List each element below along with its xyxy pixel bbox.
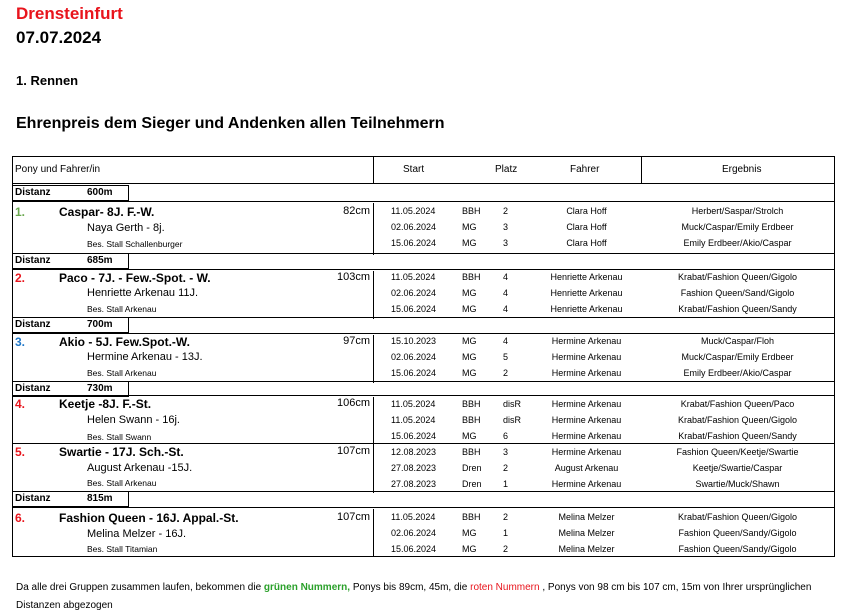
result-date: 27.08.2023 — [391, 479, 437, 489]
result-place: 4 — [503, 336, 509, 346]
distance-box — [12, 185, 129, 201]
result-venue: BBH — [462, 415, 481, 425]
result-driver: August Arkenau — [554, 463, 619, 473]
result-venue: Dren — [462, 479, 482, 489]
result-podium: Keetje/Swartie/Caspar — [692, 463, 783, 473]
result-venue: BBH — [462, 206, 481, 216]
pony-name: Akio - 5J. Few.Spot.-W. — [59, 335, 190, 349]
column-divider — [641, 157, 642, 183]
result-driver: Hermine Arkenau — [551, 431, 622, 441]
row-divider — [13, 443, 834, 444]
result-place: 3 — [503, 238, 509, 248]
row-divider — [13, 491, 834, 492]
result-date: 11.05.2024 — [391, 415, 436, 425]
row-divider — [13, 507, 834, 508]
footnote-text: , Ponys von 98 cm bis 107 cm, 15m von Ihrer ursprünglichen Distanzen abgezogen — [16, 582, 812, 611]
pony-name: Fashion Queen - 16J. Appal.-St. — [59, 511, 239, 525]
result-podium: Krabat/Fashion Queen/Gigolo — [677, 415, 798, 425]
result-date: 12.08.2023 — [391, 447, 437, 457]
result-driver: Clara Hoff — [566, 222, 607, 232]
result-place: 4 — [503, 304, 509, 314]
pony-name: Keetje -8J. F.-St. — [59, 397, 152, 411]
row-divider — [13, 201, 834, 202]
results-table — [12, 156, 835, 557]
result-place: 2 — [503, 512, 509, 522]
result-podium: Krabat/Fashion Queen/Gigolo — [677, 512, 798, 522]
row-divider — [13, 253, 834, 254]
result-podium: Muck/Caspar/Emily Erdbeer — [681, 352, 794, 362]
footnote — [16, 579, 836, 615]
driver-name: August Arkenau -15J. — [87, 462, 193, 474]
result-driver: Henriette Arkenau — [550, 272, 623, 282]
result-place: 1 — [503, 479, 509, 489]
result-driver: Henriette Arkenau — [550, 304, 623, 314]
distance-value: 600m — [87, 187, 113, 198]
result-place: 4 — [503, 288, 509, 298]
result-date: 15.06.2024 — [391, 368, 437, 378]
result-venue: BBH — [462, 399, 481, 409]
result-driver: Melina Melzer — [558, 544, 615, 554]
city-title: Drensteinfurt — [16, 4, 123, 23]
distance-box — [12, 317, 129, 333]
driver-name: Naya Gerth - 8j. — [87, 222, 165, 234]
result-driver: Hermine Arkenau — [551, 479, 622, 489]
row-divider — [13, 381, 834, 382]
owner-name: Bes. Stall Titamian — [87, 544, 158, 554]
result-place: 1 — [503, 528, 509, 538]
race-name: 1. Rennen — [16, 73, 79, 88]
result-date: 11.05.2024 — [391, 206, 436, 216]
result-driver: Hermine Arkenau — [551, 447, 622, 457]
result-podium: Muck/Caspar/Emily Erdbeer — [681, 222, 794, 232]
result-date: 02.06.2024 — [391, 288, 437, 298]
result-venue: BBH — [462, 272, 481, 282]
col-header-fahrer: Fahrer — [570, 164, 600, 175]
pony-name: Swartie - 17J. Sch.-St. — [59, 445, 184, 459]
result-driver: Hermine Arkenau — [551, 352, 622, 362]
result-venue: MG — [462, 222, 477, 232]
column-divider — [373, 271, 374, 319]
pony-name: Caspar- 8J. F.-W. — [59, 205, 155, 219]
result-place: disR — [503, 399, 522, 409]
result-place: disR — [503, 415, 522, 425]
result-venue: BBH — [462, 447, 481, 457]
distance-label: Distanz — [15, 319, 51, 330]
result-place: 5 — [503, 352, 509, 362]
row-divider — [13, 269, 834, 270]
result-date: 11.05.2024 — [391, 272, 436, 282]
start-number: 5. — [15, 445, 26, 459]
result-venue: Dren — [462, 463, 482, 473]
result-place: 2 — [503, 368, 509, 378]
driver-name: Hermine Arkenau - 13J. — [87, 351, 203, 363]
result-venue: MG — [462, 238, 477, 248]
result-podium: Muck/Caspar/Floh — [700, 336, 775, 346]
result-podium: Fashion Queen/Sandy/Gigolo — [678, 544, 797, 554]
result-driver: Henriette Arkenau — [550, 288, 623, 298]
result-venue: MG — [462, 288, 477, 298]
pony-height: 107cm — [336, 511, 370, 523]
result-date: 15.06.2024 — [391, 304, 437, 314]
result-podium: Krabat/Fashion Queen/Gigolo — [677, 272, 798, 282]
column-divider — [373, 509, 374, 557]
result-driver: Hermine Arkenau — [551, 399, 622, 409]
distance-value: 685m — [87, 255, 113, 266]
result-date: 15.06.2024 — [391, 431, 437, 441]
distance-label: Distanz — [15, 255, 51, 266]
result-place: 2 — [503, 463, 509, 473]
owner-name: Bes. Stall Swann — [87, 432, 152, 442]
result-driver: Clara Hoff — [566, 206, 607, 216]
result-podium: Emily Erdbeer/Akio/Caspar — [683, 368, 792, 378]
result-driver: Melina Melzer — [558, 512, 615, 522]
owner-name: Bes. Stall Schallenburger — [87, 239, 183, 249]
result-venue: MG — [462, 336, 477, 346]
prize-heading: Ehrenpreis dem Sieger und Andenken allen Teilnehmern — [16, 115, 445, 132]
distance-value: 700m — [87, 319, 113, 330]
result-venue: MG — [462, 368, 477, 378]
row-divider — [13, 333, 834, 334]
result-driver: Hermine Arkenau — [551, 368, 622, 378]
col-header-pony: Pony und Fahrer/in — [15, 164, 101, 175]
result-podium: Herbert/Saspar/Strolch — [691, 206, 784, 216]
result-place: 3 — [503, 447, 509, 457]
result-date: 27.08.2023 — [391, 463, 437, 473]
distance-label: Distanz — [15, 383, 51, 394]
result-driver: Clara Hoff — [566, 238, 607, 248]
start-number: 4. — [15, 397, 26, 411]
distance-label: Distanz — [15, 493, 51, 504]
result-venue: BBH — [462, 512, 481, 522]
row-divider — [13, 395, 834, 396]
result-driver: Melina Melzer — [558, 528, 615, 538]
result-place: 4 — [503, 272, 509, 282]
owner-name: Bes. Stall Arkenau — [87, 478, 157, 488]
result-date: 02.06.2024 — [391, 222, 437, 232]
driver-name: Helen Swann - 16j. — [87, 414, 180, 426]
pony-height: 106cm — [336, 397, 370, 409]
distance-value: 815m — [87, 493, 113, 504]
driver-name: Melina Melzer - 16J. — [87, 528, 187, 540]
result-venue: MG — [462, 431, 477, 441]
result-driver: Hermine Arkenau — [551, 415, 622, 425]
column-divider — [373, 397, 374, 493]
result-podium: Krabat/Fashion Queen/Sandy — [678, 304, 797, 314]
result-venue: MG — [462, 352, 477, 362]
result-podium: Fashion Queen/Sand/Gigolo — [680, 288, 795, 298]
column-divider — [373, 157, 374, 183]
result-place: 2 — [503, 206, 509, 216]
distance-value: 730m — [87, 383, 113, 394]
result-podium: Swartie/Muck/Shawn — [695, 479, 780, 489]
distance-box — [12, 491, 129, 507]
pony-height: 107cm — [336, 445, 370, 457]
pony-height: 82cm — [343, 205, 370, 217]
pony-height: 103cm — [336, 271, 370, 283]
result-venue: MG — [462, 304, 477, 314]
footnote-green-numbers: grünen Nummern, — [263, 582, 351, 593]
driver-name: Henriette Arkenau 11J. — [87, 287, 199, 299]
result-date: 11.05.2024 — [391, 512, 436, 522]
result-date: 15.10.2023 — [391, 336, 437, 346]
footnote-text: Ponys bis 89cm, 45m, die — [350, 582, 471, 593]
distance-box — [12, 253, 129, 269]
result-podium: Krabat/Fashion Queen/Paco — [680, 399, 795, 409]
result-driver: Hermine Arkenau — [551, 336, 622, 346]
row-divider — [13, 183, 834, 184]
owner-name: Bes. Stall Arkenau — [87, 368, 157, 378]
result-place: 3 — [503, 222, 509, 232]
result-podium: Krabat/Fashion Queen/Sandy — [678, 431, 797, 441]
start-number: 3. — [15, 335, 26, 349]
result-date: 11.05.2024 — [391, 399, 436, 409]
result-podium: Emily Erdbeer/Akio/Caspar — [683, 238, 792, 248]
column-divider — [373, 203, 374, 255]
result-date: 02.06.2024 — [391, 352, 437, 362]
result-podium: Fashion Queen/Sandy/Gigolo — [678, 528, 797, 538]
result-date: 02.06.2024 — [391, 528, 437, 538]
row-divider — [13, 317, 834, 318]
pony-height: 97cm — [343, 335, 370, 347]
col-header-platz: Platz — [495, 164, 518, 175]
footnote-text: Da alle drei Gruppen zusammen laufen, bekommen die — [16, 582, 264, 593]
column-divider — [373, 335, 374, 383]
result-date: 15.06.2024 — [391, 544, 437, 554]
start-number: 1. — [15, 205, 26, 219]
start-number: 2. — [15, 271, 26, 285]
footnote-red-numbers: roten Nummern — [470, 582, 540, 593]
event-date: 07.07.2024 — [16, 28, 102, 47]
owner-name: Bes. Stall Arkenau — [87, 304, 157, 314]
result-venue: MG — [462, 544, 477, 554]
result-date: 15.06.2024 — [391, 238, 437, 248]
result-podium: Fashion Queen/Keetje/Swartie — [676, 447, 799, 457]
start-number: 6. — [15, 511, 26, 525]
result-venue: MG — [462, 528, 477, 538]
result-place: 2 — [503, 544, 509, 554]
result-place: 6 — [503, 431, 509, 441]
col-header-start: Start — [403, 164, 425, 175]
pony-name: Paco - 7J. - Few.-Spot. - W. — [59, 271, 211, 285]
col-header-ergebnis: Ergebnis — [722, 164, 762, 175]
distance-label: Distanz — [15, 187, 51, 198]
